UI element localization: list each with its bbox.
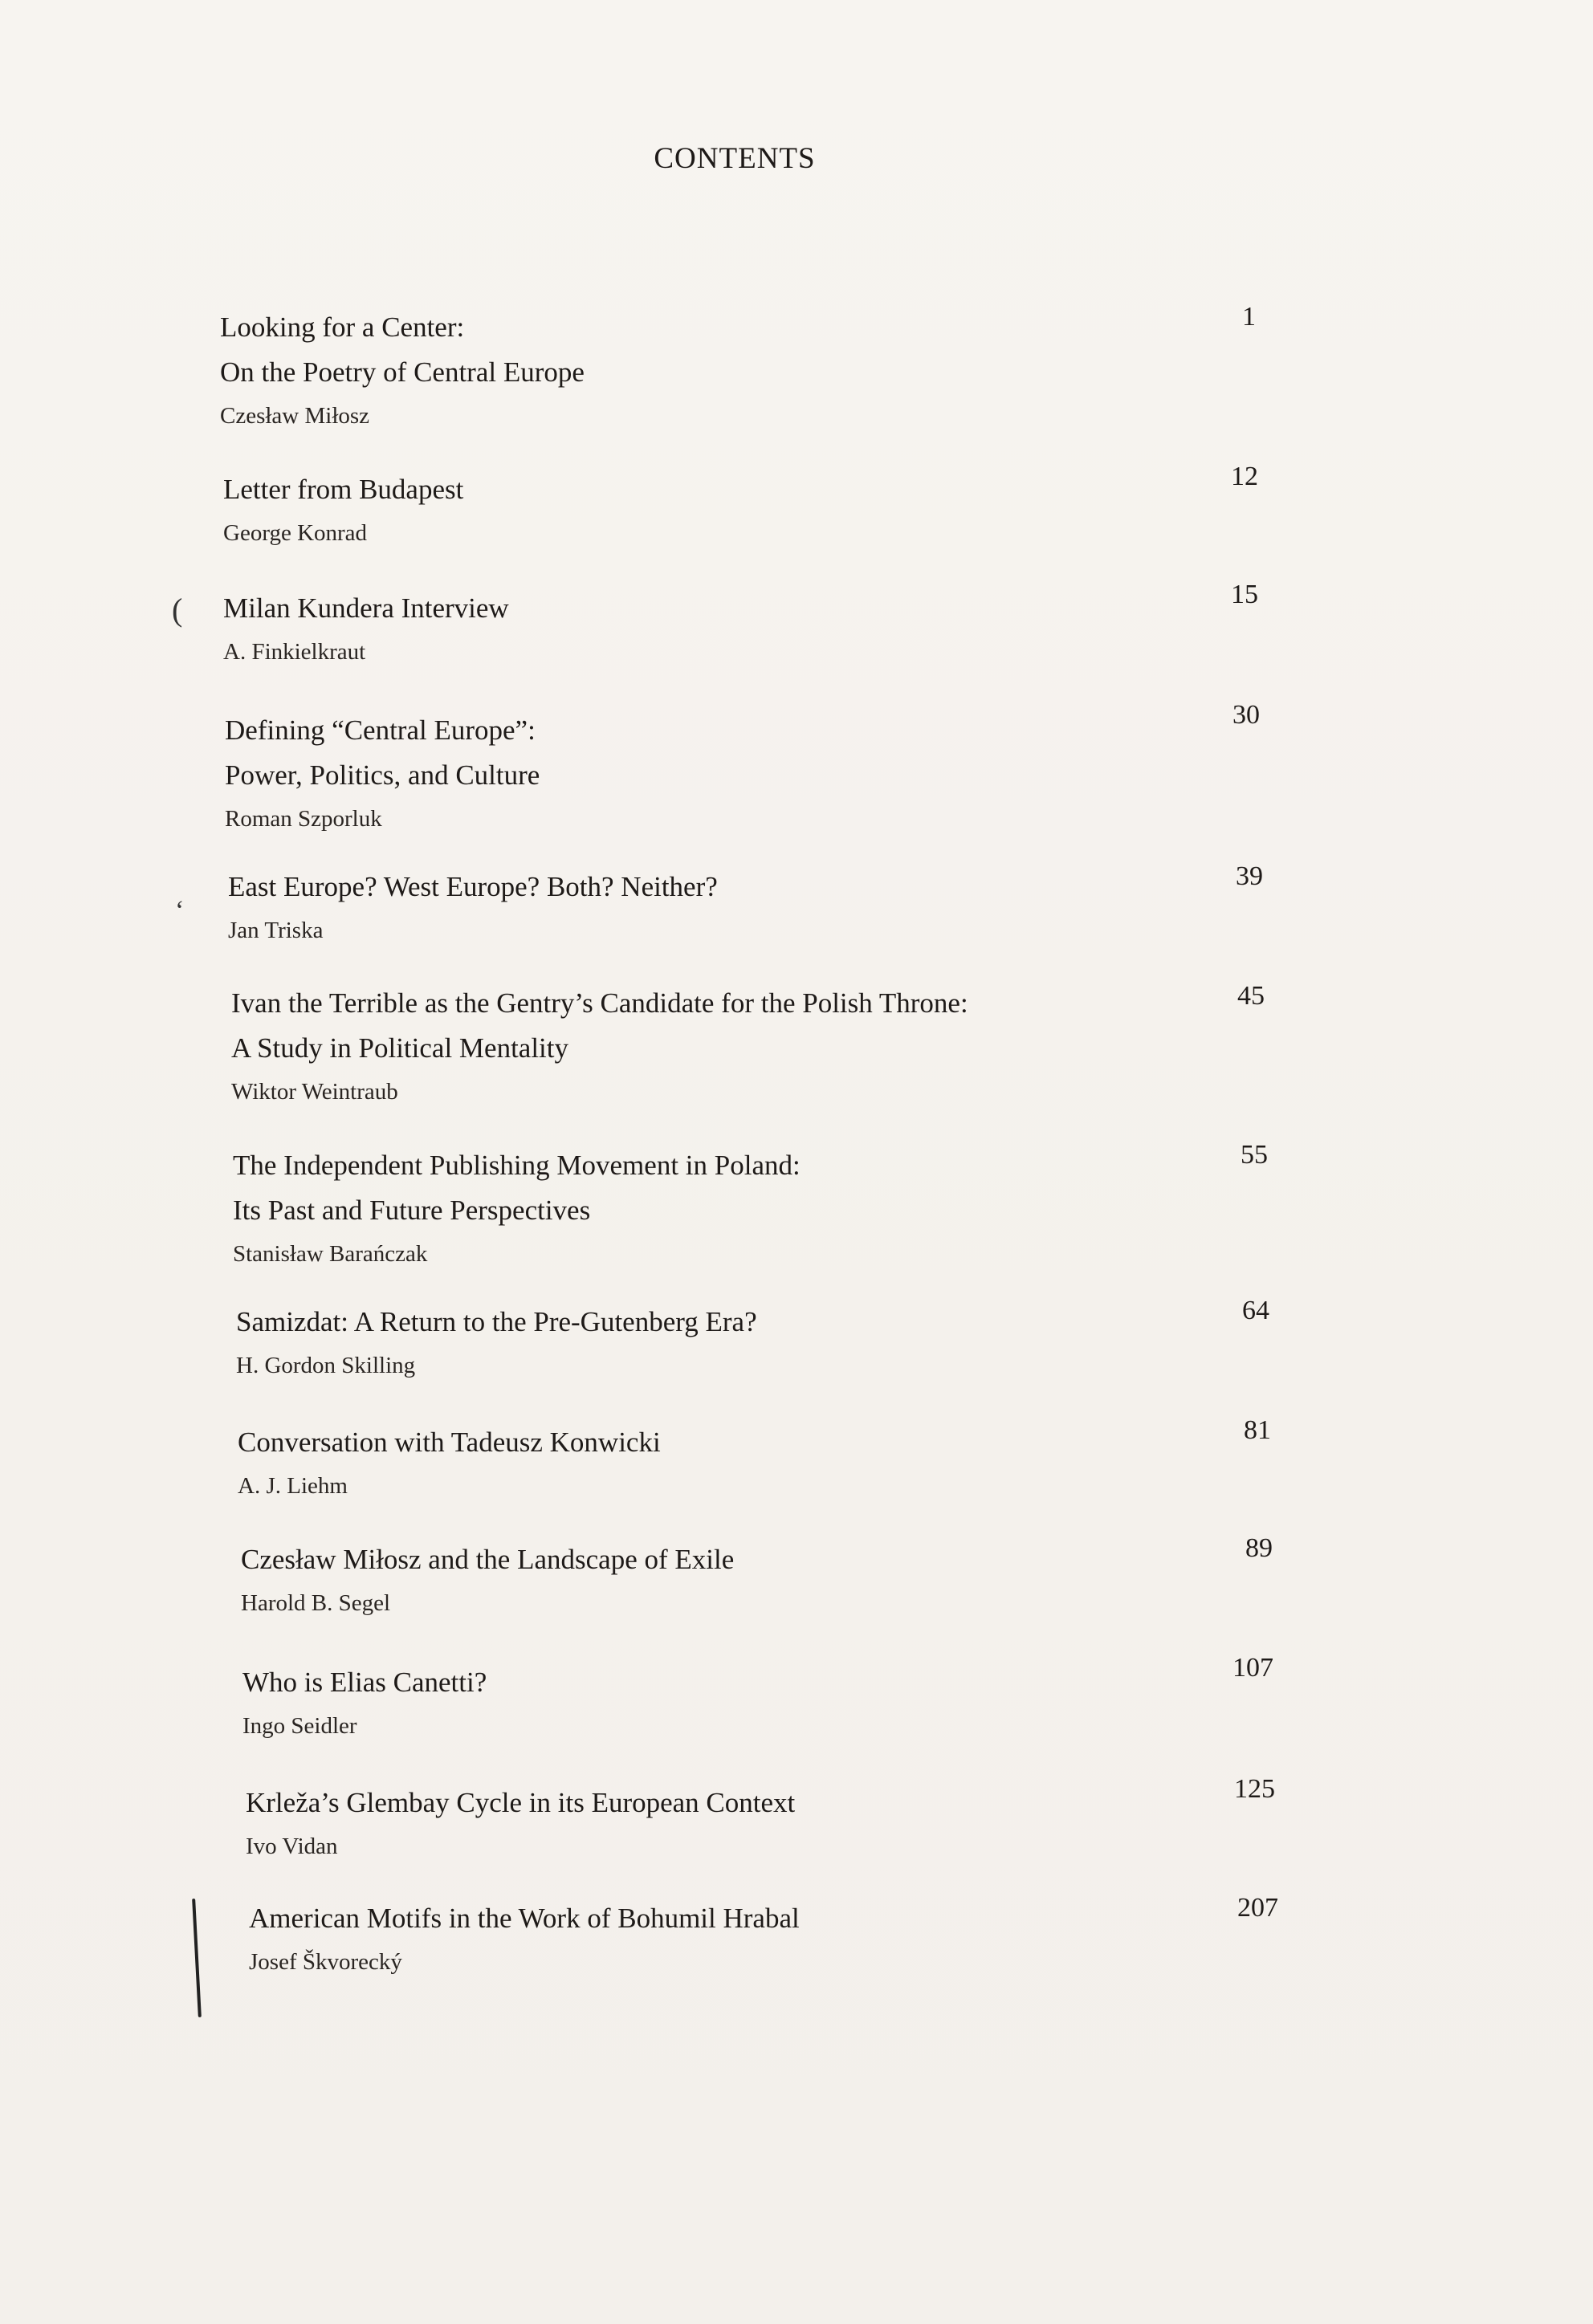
toc-entry: [228, 865, 718, 948]
entry-author: Josef Škvorecký: [249, 1949, 402, 1975]
toc-entry: [233, 1143, 801, 1272]
entry-page-number: 64: [1242, 1296, 1269, 1325]
entry-page-number: 30: [1232, 700, 1260, 730]
entry-page-number: 107: [1232, 1653, 1273, 1683]
entry-author: Roman Szporluk: [225, 806, 382, 832]
entry-title: Krleža’s Glembay Cycle in its European Context: [246, 1787, 796, 1818]
entry-page-number: 81: [1244, 1415, 1271, 1445]
toc-entry: [249, 1896, 800, 1980]
entry-title: Defining “Central Europe”:: [225, 714, 536, 746]
toc-entry: [223, 586, 509, 670]
entry-author: Jan Triska: [228, 918, 324, 943]
toc-entry: [238, 1420, 661, 1504]
entry-page-number: 15: [1231, 580, 1258, 609]
entry-title: Ivan the Terrible as the Gentry’s Candidate for the Polish Throne:: [231, 987, 968, 1019]
toc-entry: [242, 1660, 487, 1744]
margin-pencil-line: [192, 1899, 202, 2017]
entry-title: Czesław Miłosz and the Landscape of Exile: [241, 1544, 735, 1575]
entry-title: Letter from Budapest: [223, 474, 464, 505]
entry-page-number: 1: [1242, 302, 1256, 332]
entry-title-line2: On the Poetry of Central Europe: [220, 356, 585, 388]
entry-author: A. Finkielkraut: [223, 639, 366, 665]
entry-page-number: 55: [1241, 1140, 1268, 1170]
entry-title: Samizdat: A Return to the Pre-Gutenberg Era?: [236, 1306, 757, 1337]
entry-page-number: 207: [1237, 1893, 1278, 1923]
entry-page-number: 45: [1237, 981, 1265, 1011]
margin-pencil-mark: ‘: [175, 896, 185, 926]
toc-entry: [236, 1300, 757, 1383]
toc-entry: [231, 981, 968, 1109]
toc-entry: [225, 708, 540, 836]
contents-heading: CONTENTS: [654, 142, 816, 175]
toc-entry: [241, 1537, 734, 1621]
margin-pencil-mark: (: [172, 592, 183, 628]
entry-author: George Konrad: [223, 520, 368, 546]
entry-author: Ivo Vidan: [246, 1834, 338, 1859]
entry-title-line2: Power, Politics, and Culture: [225, 759, 540, 791]
entry-title: American Motifs in the Work of Bohumil Hrabal: [249, 1903, 800, 1934]
entry-author: H. Gordon Skilling: [236, 1353, 416, 1378]
entry-title: Who is Elias Canetti?: [242, 1667, 487, 1698]
entry-title: East Europe? West Europe? Both? Neither?: [228, 871, 718, 902]
entry-title-line2: A Study in Political Mentality: [231, 1032, 568, 1064]
entry-title: The Independent Publishing Movement in Poland:: [233, 1150, 801, 1181]
toc-entry: [246, 1781, 795, 1864]
entry-page-number: 39: [1236, 861, 1263, 891]
entry-page-number: 89: [1245, 1533, 1273, 1563]
entry-title: Conversation with Tadeusz Konwicki: [238, 1427, 661, 1458]
entry-author: Ingo Seidler: [242, 1713, 357, 1739]
toc-entry: [223, 467, 463, 551]
entry-author: Stanisław Barańczak: [233, 1241, 428, 1267]
entry-title: Looking for a Center:: [220, 311, 465, 343]
entry-page-number: 12: [1231, 462, 1258, 491]
entry-title-line2: Its Past and Future Perspectives: [233, 1195, 591, 1226]
entry-title: Milan Kundera Interview: [223, 592, 509, 624]
entry-page-number: 125: [1234, 1774, 1275, 1804]
entry-author: Wiktor Weintraub: [231, 1079, 398, 1105]
entry-author: A. J. Liehm: [238, 1473, 348, 1499]
entry-author: Harold B. Segel: [241, 1590, 391, 1616]
toc-entry: [220, 305, 585, 433]
entry-author: Czesław Miłosz: [220, 403, 370, 429]
